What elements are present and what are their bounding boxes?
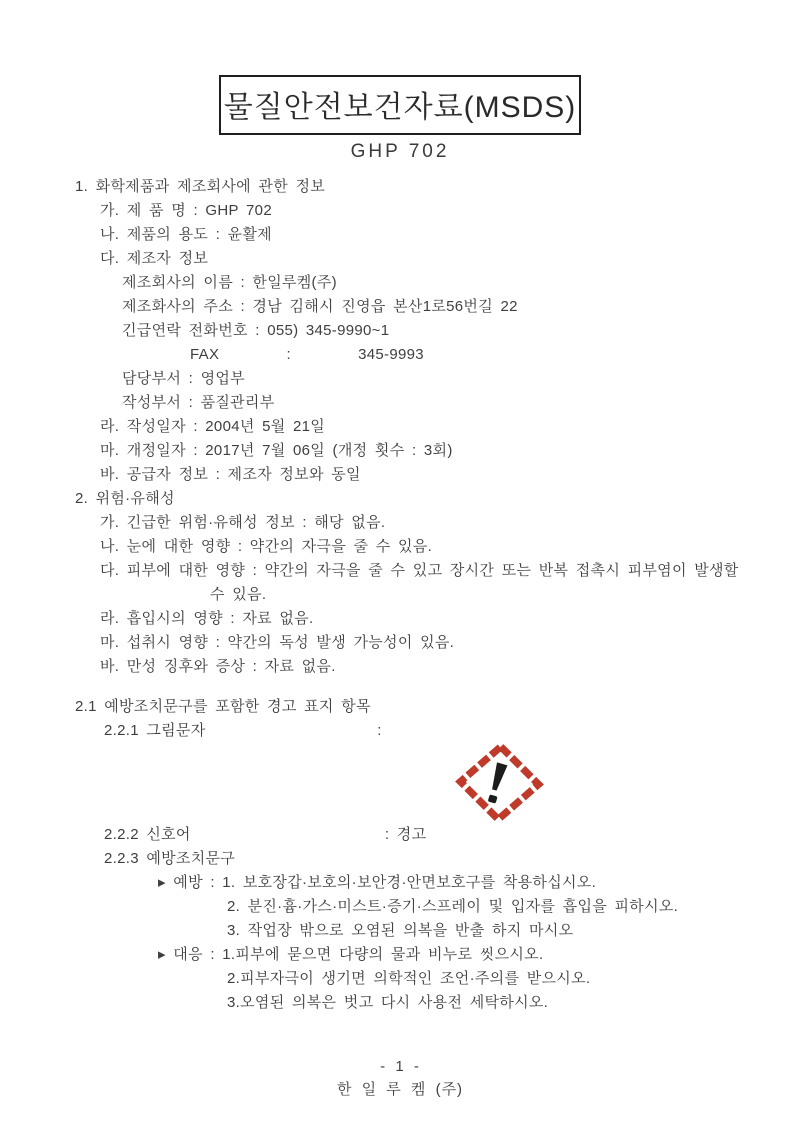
product-code: GHP 702 [350,141,450,162]
sales-department-line: 담당부서 : 영업부 [122,370,245,387]
revision-date-line: 마. 개정일자 : 2017년 7월 06일 (개정 횟수 : 3회) [100,442,453,459]
footer-company-name: 한 일 루 켐 (주) [336,1081,464,1098]
manufacturer-address-line: 제조화사의 주소 : 경남 김해시 진영읍 본산1로56번길 22 [122,298,518,315]
signal-word-line: 2.2.2 신호어 : 경고 [104,826,427,843]
manufacturer-name-line: 제조회사의 이름 : 한일루켐(주) [122,274,337,291]
prevention-line-1: ▸ 예방 : 1. 보호장갑·보호의·보안경·안면보호구를 착용하십시오. [158,874,597,891]
prevention-line-2: 2. 분진·흄·가스·미스트·증기·스프레이 및 입자를 흡입을 피하시오. [227,898,679,915]
page-footer [0,1055,800,1101]
exclamation-mark-icon [486,762,508,803]
document-title: 물질안전보건자료(MSDS) [223,91,577,124]
ghs-pictogram [0,743,800,823]
prevention-line-3: 3. 작업장 밖으로 오염된 의복을 반출 하지 마시오 [227,922,574,939]
warning-diamond-icon [452,743,547,823]
chronic-symptoms-line: 바. 만성 징후와 증상 : 자료 없음. [100,658,336,675]
emergency-phone-line: 긴급연락 전화번호 : 055) 345-9990~1 [122,322,390,339]
response-line-2: 2.피부자극이 생기면 의학적인 조언·주의를 받으시오. [227,970,591,987]
response-line-3: 3.오염된 의복은 벗고 다시 사용전 세탁하시오. [227,994,549,1011]
product-name-line: 가. 제 품 명 : GHP 702 [100,202,272,219]
fax-line: FAX : 345-9993 [190,346,424,363]
section-2-1-heading: 2.1 예방조치문구를 포함한 경고 표지 항목 [75,698,371,715]
response-line-1: ▸ 대응 : 1.피부에 묻으면 다량의 물과 비누로 씻으시오. [158,946,544,963]
document-title-box [219,75,581,135]
skin-effect-line: 다. 피부에 대한 영향 : 약간의 자극을 줄 수 있고 장시간 또는 반복 접촉시 피부염이 발생할 [100,562,739,579]
emergency-hazard-line: 가. 긴급한 위험·유해성 정보 : 해당 없음. [100,514,386,531]
product-use-line: 나. 제품의 용도 : 윤활제 [100,226,272,243]
skin-effect-continuation: 수 있음. [210,586,267,603]
precaution-statements-heading: 2.2.3 예방조치문구 [104,850,236,867]
section-1-heading: 1. 화학제품과 제조회사에 관한 정보 [75,178,326,195]
supplier-info-line: 바. 공급자 정보 : 제조자 정보와 동일 [100,466,361,483]
manufacturer-info-heading: 다. 제조자 정보 [100,250,209,267]
writing-department-line: 작성부서 : 품질관리부 [122,394,275,411]
section-2-heading: 2. 위험·유해성 [75,490,175,507]
eye-effect-line: 나. 눈에 대한 영향 : 약간의 자극을 줄 수 있음. [100,538,433,555]
pictogram-label-line: 2.2.1 그림문자 : [104,722,382,739]
creation-date-line: 라. 작성일자 : 2004년 5월 21일 [100,418,326,435]
ingestion-effect-line: 마. 섭취시 영향 : 약간의 독성 발생 가능성이 있음. [100,634,455,651]
inhalation-effect-line: 라. 흡입시의 영향 : 자료 없음. [100,610,314,627]
page-number: - 1 - [380,1058,420,1075]
document-body [0,175,800,1015]
